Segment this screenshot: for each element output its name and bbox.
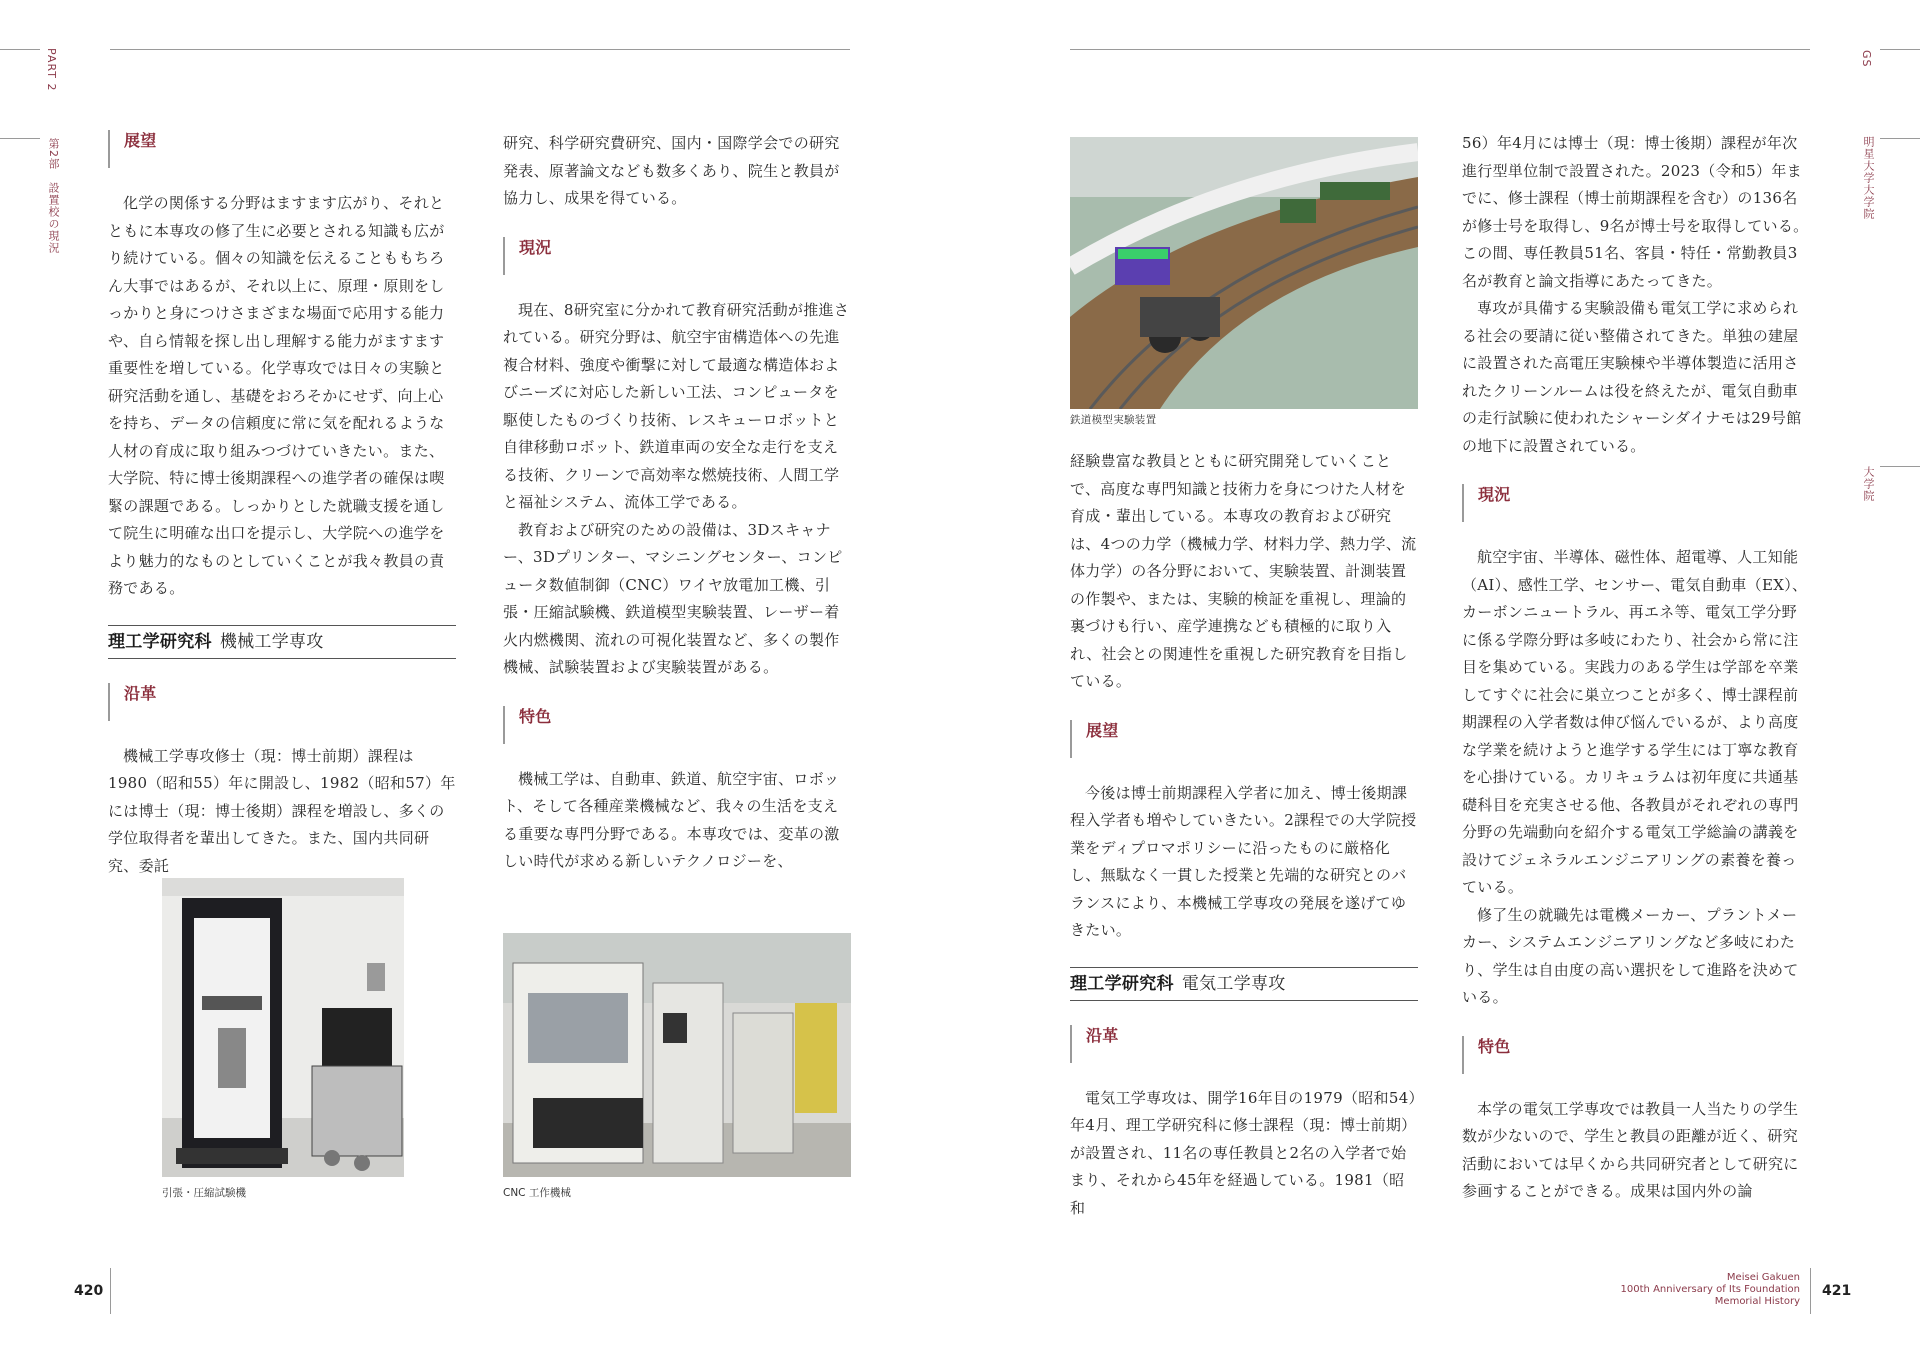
- heading-enkaku: 沿革: [108, 683, 456, 721]
- major-heading-mechanical: [108, 625, 456, 659]
- page-number-left: 420: [74, 1283, 104, 1299]
- heading-tenbou-right: 展望: [1070, 720, 1418, 758]
- caption-cnc: CNC 工作機械: [503, 1187, 571, 1199]
- right-margin-rule-top: [1880, 49, 1920, 50]
- side-part-label: PART 2: [45, 48, 58, 92]
- heading-enkaku-right: 沿革: [1070, 1025, 1418, 1063]
- left-margin-rule-top: [0, 49, 40, 50]
- paragraph-col4-cont-2: 専攻が具備する実験設備も電気工学に求められる社会の要請に従い整備されてきた。単独の建屋に設置された高電圧実験棟や半導体製造に活用されたクリーンルームは役を終えたが、電気自動車の走行試験に使われたシャーシダイナモは29号館の地下に設置されている。: [1462, 299, 1802, 455]
- right-margin-rule-low: [1880, 466, 1920, 467]
- tensile-tester-illustration: [162, 878, 404, 1177]
- left-margin-rule-mid: [0, 138, 40, 139]
- right-column-3: [1070, 413, 1418, 1222]
- heading-genkyo: 現況: [503, 237, 851, 275]
- footer-line-1: Meisei Gakuen: [1726, 1272, 1800, 1283]
- paragraph-tokushoku: 機械工学は、自動車、鉄道、航空宇宙、ロボット、そして各種産業機械など、我々の生活を支える重要な専門分野である。本専攻では、変革の激しい時代が求める新しいテクノロジーを、: [503, 769, 840, 870]
- tensile-tester-photo: [162, 878, 404, 1177]
- right-column-4: [1462, 130, 1810, 1206]
- paragraph-genkyo-right-1: 航空宇宙、半導体、磁性体、超電導、人工知能（AI）、感性工学、センサー、電気自動車（EX）、カーボンニュートラル、再エネ等、電気工学分野に係る学際分野は多岐にわたり、社会から常に注目を集めている。実践力のある学生は学部を卒業してすぐに社会に巣立つことが多く、博士課程前期課程の入学者数は伸び悩んでいるが、より高度な学業を続けようと進学する学生には丁寧な教育を心掛けている。カリキュラムは初年度に共通基礎科目を充実させる他、各教員がそれぞれの専門分野の先端動向を紹介する電気工学総論の講義を設けてジェネラルエンジニアリングの素養を養っている。: [1462, 548, 1808, 896]
- rail-model-illustration: [1070, 137, 1418, 409]
- rail-model-photo: [1070, 137, 1418, 409]
- major-dept-label: 機械工学専攻: [219, 631, 324, 652]
- major-faculty-label-right: 理工学研究科: [1070, 973, 1174, 994]
- paragraph-enkaku-right: 電気工学専攻は、開学16年目の1979（昭和54）年4月、理工学研究科に修士課程（現：博士前期）が設置され、11名の専任教員と2名の入学者で始まり、それから45年を経過している。1981（昭和: [1070, 1088, 1417, 1217]
- major-dept-label-right: 電気工学専攻: [1181, 973, 1286, 994]
- paragraph-tenbou-right: 今後は博士前期課程入学者に加え、博士後期課程入学者も増やしていきたい。2課程での大学院授業をディプロマポリシーに沿ったものに厳格化し、無駄なく一貫した授業と先端的な研究とのバランスにより、本機械工学専攻の発展を遂げてゆきたい。: [1070, 783, 1417, 939]
- side-university-label: 明星大学大学院: [1862, 136, 1875, 220]
- major-faculty-label: 理工学研究科: [108, 631, 212, 652]
- heading-tokushoku-right: 特色: [1462, 1036, 1810, 1074]
- footer-line-2: 100th Anniversary of Its Foundation: [1620, 1284, 1800, 1295]
- side-graduate-label: 大学院: [1862, 466, 1875, 502]
- paragraph-tokushoku-right: 本学の電気工学専攻では教員一人当たりの学生数が少ないので、学生と教員の距離が近く、研究活動においては早くから共同研究者として研究に参画することができる。成果は国内外の論: [1462, 1099, 1799, 1200]
- paragraph-genkyo-1: 現在、8研究室に分かれて教育研究活動が推進されている。研究分野は、航空宇宙構造体への先進複合材料、強度や衝撃に対して最適な構造体およびニーズに対応した新しい工法、コンピュータを駆使したものづくり技術、レスキューロボットと自律移動ロボット、鉄道車両の安全な走行を支える技術、クリーンで高効率な燃焼技術、人間工学と福祉システム、流体工学である。: [503, 300, 850, 511]
- right-margin-rule-mid: [1880, 138, 1920, 139]
- caption-rail: 鉄道模型実験装置: [1070, 414, 1157, 426]
- major-heading-electrical: [1070, 967, 1418, 1001]
- left-column-2: [503, 130, 851, 876]
- page-number-right: 421: [1822, 1283, 1852, 1299]
- heading-tokushoku: 特色: [503, 706, 851, 744]
- paragraph-genkyo-2: 教育および研究のための設備は、3Dスキャナー、3Dプリンター、マシニングセンター、コンピュータ数値制御（CNC）ワイヤ放電加工機、引張・圧縮試験機、鉄道模型実験装置、レーザー着火内燃機関、流れの可視化装置など、多くの製作機械、試験装置および実験装置がある。: [503, 520, 843, 676]
- paragraph-enkaku: 機械工学専攻修士（現：博士前期）課程は 1980（昭和55）年に開設し、1982（昭和57）年には博士（現：博士後期）課程を増設し、多くの学位取得者を輩出してきた。また、国内共同研究、委託: [108, 746, 456, 875]
- side-gs-label: GS: [1860, 50, 1873, 68]
- footer-line-3: Memorial History: [1714, 1296, 1800, 1307]
- paragraph-tenbou: 化学の関係する分野はますます広がり、それとともに本専攻の修了生に必要とされる知識も広がり続けている。個々の知識を伝えることももちろん大事ではあるが、それ以上に、原理・原則をしっかりと身につけさまざまな場面で応用する能力や、自ら情報を探し出し理解する能力がますます重要性を増している。化学専攻では日々の実験と研究活動を通し、基礎をおろそかにせず、向上心を持ち、データの信頼度に常に気を配れるような人材の育成に取り組みつづけていきたい。また、大学院、特に博士後期課程への進学者の確保は喫緊の課題である。しっかりとした就職支援を通して院生に明確な出口を提示し、大学院への進学をより魅力的なものとしていくことが我々教員の責務である。: [108, 194, 445, 597]
- side-chapter-label: 第2部 設置校の現況: [47, 138, 60, 254]
- cnc-machine-photo: [503, 933, 851, 1177]
- right-page-number-divider: [1810, 1268, 1811, 1314]
- left-top-rule: [110, 49, 850, 50]
- caption-tensile: 引張・圧縮試験機: [162, 1187, 246, 1199]
- paragraph-genkyo-right-2: 修了生の就職先は電機メーカー、プラントメーカー、システムエンジニアリングなど多岐にわたり、学生は自由度の高い選択をして進路を決めている。: [1462, 905, 1799, 1006]
- footer-title: [1560, 1272, 1800, 1308]
- heading-tenbou: 展望: [108, 130, 456, 168]
- left-page-number-divider: [110, 1268, 111, 1314]
- paragraph-col3-cont: 経験豊富な教員とともに研究開発していくことで、高度な専門知識と技術力を身につけた人材を育成・輩出している。本専攻の教育および研究は、4つの力学（機械力学、材料力学、熱力学、流体力学）の各分野において、実験装置、計測装置の作製や、または、実験的検証を重視し、理論的裏づけも行い、産学連携なども積極的に取り入れ、社会との関連性を重視した研究教育を目指している。: [1070, 452, 1417, 690]
- paragraph-col2-cont: 研究、科学研究費研究、国内・国際学会での研究発表、原著論文なども数多くあり、院生と教員が協力し、成果を得ている。: [503, 134, 840, 207]
- heading-genkyo-right: 現況: [1462, 484, 1810, 522]
- cnc-machine-illustration: [503, 933, 851, 1177]
- right-top-rule: [1070, 49, 1810, 50]
- left-column-1: [108, 130, 456, 880]
- paragraph-col4-cont-1: 56）年4月には博士（現：博士後期）課程が年次進行型単位制で設置された。2023（令和5）年までに、修士課程（博士前期課程を含む）の136名が修士号を取得し、9名が博士号を取得している。この間、専任教員51名、客員・特任・常勤教員3名が教育と論文指導にあたってきた。: [1462, 134, 1809, 290]
